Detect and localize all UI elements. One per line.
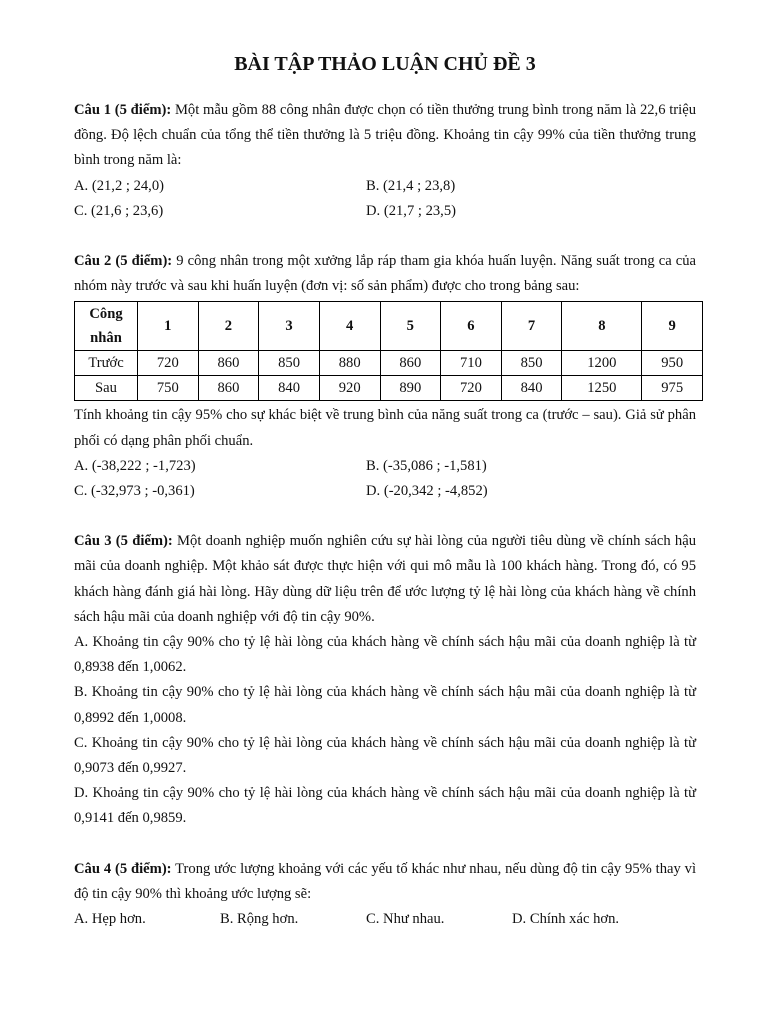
question-2-label: Câu 2 (5 điểm): [74,253,173,270]
table-row [75,351,703,376]
question-3-label: Câu 3 (5 điểm): [74,533,173,550]
question-4-option-a: A. Hẹp hơn. [74,911,146,928]
table-header-cell: 9 [642,302,703,351]
table-cell: 710 [441,351,502,376]
question-3 [74,529,696,831]
table-cell: 860 [198,376,259,401]
table-cell: 850 [501,351,562,376]
table-header-cell: 6 [441,302,502,351]
table-cell: 890 [380,376,441,401]
question-4-option-d: D. Chính xác hơn. [512,911,620,928]
question-3-option-d: D. Khoảng tin cậy 90% cho tỷ lệ hài lòng của khách hàng về chính sách hậu mãi của doanh nghiệp là từ 0,9141 đến 0,9859. [74,785,696,827]
table-header-cell: 8 [562,302,642,351]
question-1-option-b: B. (21,4 ; 23,8) [366,177,456,194]
question-3-option-a: A. Khoảng tin cậy 90% cho tỷ lệ hài lòng của khách hàng về chính sách hậu mãi của doanh nghiệp là từ 0,8938 đến 1,0062. [74,634,696,676]
question-4-options [74,907,696,932]
table-cell: 975 [642,376,703,401]
question-4 [74,857,696,933]
question-3-body: Một doanh nghiệp muốn nghiên cứu sự hài lòng của người tiêu dùng về chính sách hậu mãi của doanh nghiệp. Một khảo sát được thực hiện với qui mô mẫu là 100 khách hàng. Trong đó, có 95 khách hàng đánh giá hài lòng. Hãy dùng dữ liệu trên để ước lượng tỷ lệ hài lòng của khách hàng về chính sách hậu mãi của doanh nghiệp với độ tin cậy 90%. [74,533,696,625]
document-content [74,50,696,932]
table-cell: 920 [319,376,380,401]
question-3-option-b: B. Khoảng tin cậy 90% cho tỷ lệ hài lòng của khách hàng về chính sách hậu mãi của doanh nghiệp là từ 0,8992 đến 1,0008. [74,684,696,726]
question-2-options [74,454,696,504]
table-cell: 840 [259,376,320,401]
table-cell: 850 [259,351,320,376]
table-cell: 720 [441,376,502,401]
table-row-label: Trước [75,351,138,376]
question-2-option-a: A. (-38,222 ; -1,723) [74,457,196,474]
question-2-option-b: B. (-35,086 ; -1,581) [366,457,487,474]
question-4-option-c: C. Như nhau. [366,911,445,928]
question-1-option-a: A. (21,2 ; 24,0) [74,177,164,194]
table-cell: 860 [380,351,441,376]
table-cell: 860 [198,351,259,376]
table-header-row [75,302,703,351]
question-1-label: Câu 1 (5 điểm): [74,102,172,118]
table-row [75,376,703,401]
productivity-table [74,301,703,401]
table-header-cell: Công nhân [75,302,138,351]
table-header-cell: 7 [501,302,562,351]
spacer [74,224,696,249]
spacer [74,832,696,857]
question-1-options [74,174,696,224]
table-cell: 950 [642,351,703,376]
question-3-option-c: C. Khoảng tin cậy 90% cho tỷ lệ hài lòng của khách hàng về chính sách hậu mãi của doanh nghiệp là từ 0,9073 đến 0,9927. [74,734,696,777]
page-title: BÀI TẬP THẢO LUẬN CHỦ ĐỀ 3 [234,53,536,75]
table-cell: 880 [319,351,380,376]
question-2-option-d: D. (-20,342 ; -4,852) [366,483,488,500]
table-row-label: Sau [75,376,138,401]
question-1-body: Một mẫu gồm 88 công nhân được chọn có tiền thưởng trung bình trong năm là 22,6 triệu đồng. Độ lệch chuẩn của tổng thể tiền thưởng là 5 triệu đồng. Khoảng tin cậy 99% của tiền thưởng trung bình trong năm là: [74,102,696,169]
question-2-option-c: C. (-32,973 ; -0,361) [74,483,195,500]
table-cell: 840 [501,376,562,401]
table-header-cell: 4 [319,302,380,351]
table-cell: 720 [138,351,199,376]
question-4-option-b: B. Rộng hơn. [220,911,299,928]
question-2-body: 9 công nhân trong một xưởng lắp ráp tham gia khóa huấn luyện. Năng suất trong ca của nhóm này trước và sau khi huấn luyện (đơn vị: số sản phẩm) được cho trong bảng sau: [74,253,696,295]
spacer [74,504,696,529]
question-1 [74,98,696,224]
table-header-cell: 2 [198,302,259,351]
table-header-cell: 3 [259,302,320,351]
table-cell: 1250 [562,376,642,401]
question-2-text [74,249,696,299]
table-header-cell: 1 [138,302,199,351]
table-cell: 1200 [562,351,642,376]
question-4-body: Trong ước lượng khoảng với các yếu tố khác như nhau, nếu dùng độ tin cậy 95% thay vì độ tin cậy 90% thì khoảng ước lượng sẽ: [74,860,696,902]
question-1-option-c: C. (21,6 ; 23,6) [74,202,164,219]
question-2 [74,249,696,504]
question-4-label: Câu 4 (5 điểm): [74,860,172,877]
question-3-text [74,529,696,630]
question-2-followup: Tính khoảng tin cậy 95% cho sự khác biệt về trung bình của năng suất trong ca (trước – sau). Giả sử phân phối có dạng phân phối chuẩn. [74,407,696,449]
question-1-text [74,98,696,174]
table-cell: 750 [138,376,199,401]
question-1-option-d: D. (21,7 ; 23,5) [366,202,456,219]
question-4-text [74,857,696,907]
table-header-cell: 5 [380,302,441,351]
